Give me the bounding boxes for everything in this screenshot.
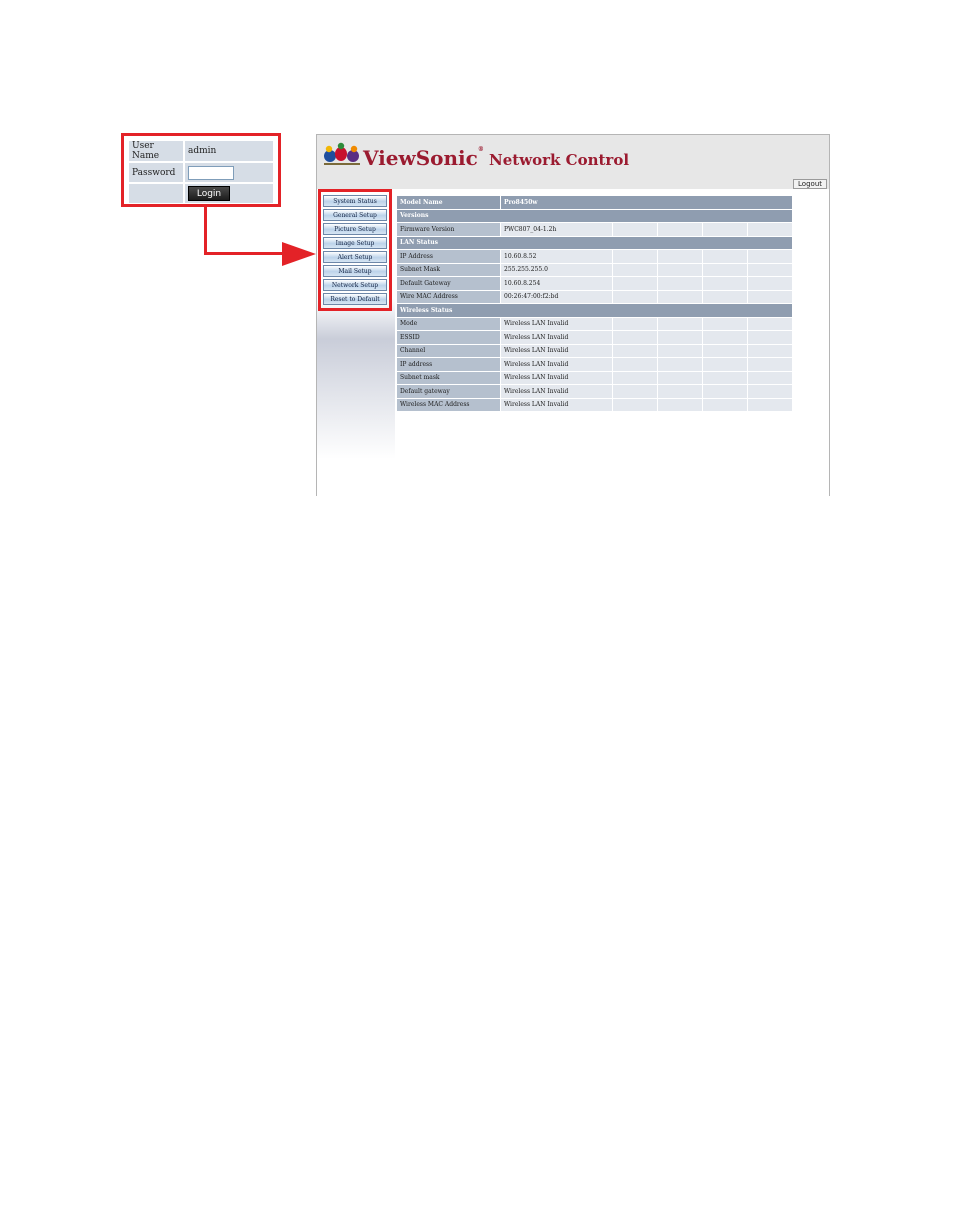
row-label: IP address — [397, 358, 501, 372]
row-label: Wireless MAC Address — [397, 398, 501, 412]
login-form — [127, 139, 275, 205]
table-row — [397, 331, 793, 345]
login-panel-highlight — [121, 133, 281, 207]
nav-network-setup[interactable]: Network Setup — [323, 279, 387, 291]
row-value: Wireless LAN Invalid — [501, 317, 613, 331]
wireless-header: Wireless Status — [397, 304, 793, 318]
row-value: Wireless LAN Invalid — [501, 358, 613, 372]
lan-header: LAN Status — [397, 236, 793, 250]
firmware-label: Firmware Version — [397, 223, 501, 237]
nav-mail-setup[interactable]: Mail Setup — [323, 265, 387, 277]
row-label: ESSID — [397, 331, 501, 345]
table-row — [397, 371, 793, 385]
username-label: User Name — [129, 141, 183, 161]
row-value: Wireless LAN Invalid — [501, 331, 613, 345]
row-value: Wireless LAN Invalid — [501, 385, 613, 399]
versions-header: Versions — [397, 209, 793, 223]
table-row — [397, 385, 793, 399]
brand-title — [363, 146, 629, 170]
table-row — [397, 223, 793, 237]
table-row — [397, 344, 793, 358]
nav-alert-setup[interactable]: Alert Setup — [323, 251, 387, 263]
arrow-head-icon — [282, 242, 316, 266]
row-value: Wireless LAN Invalid — [501, 344, 613, 358]
nav-image-setup[interactable]: Image Setup — [323, 237, 387, 249]
nav-picture-setup[interactable]: Picture Setup — [323, 223, 387, 235]
empty-cell — [129, 184, 183, 203]
login-button[interactable]: Login — [188, 186, 230, 201]
arrow-line-horizontal — [204, 252, 284, 255]
row-value: 10.60.8.52 — [501, 250, 613, 264]
row-value: Wireless LAN Invalid — [501, 398, 613, 412]
model-value: Pro8450w — [501, 196, 793, 209]
nav-system-status[interactable]: System Status — [323, 195, 387, 207]
logout-button[interactable]: Logout — [793, 179, 827, 189]
section-versions — [397, 209, 793, 223]
table-row — [397, 290, 793, 304]
section-wireless — [397, 304, 793, 318]
firmware-value: PWC807_04-1.2h — [501, 223, 613, 237]
row-label: Wire MAC Address — [397, 290, 501, 304]
table-row — [397, 263, 793, 277]
table-row — [397, 398, 793, 412]
table-row — [397, 358, 793, 372]
table-row — [397, 250, 793, 264]
viewsonic-birds-logo-icon — [322, 141, 362, 167]
row-value: 00:26:47:00:f2:bd — [501, 290, 613, 304]
system-status-table — [397, 196, 793, 412]
network-control-window — [316, 134, 830, 496]
row-value: Wireless LAN Invalid — [501, 371, 613, 385]
nav-reset-to-default[interactable]: Reset to Default — [323, 293, 387, 305]
nav-highlight — [318, 189, 392, 311]
row-value: 10.60.8.254 — [501, 277, 613, 291]
password-label: Password — [129, 163, 183, 182]
row-label: Default Gateway — [397, 277, 501, 291]
table-row — [397, 277, 793, 291]
row-label: Default gateway — [397, 385, 501, 399]
brand-main: ViewSonic — [363, 146, 478, 170]
row-label: Subnet Mask — [397, 263, 501, 277]
arrow-line-vertical — [204, 207, 207, 255]
row-label: Channel — [397, 344, 501, 358]
table-row-model — [397, 196, 793, 209]
row-label: Subnet mask — [397, 371, 501, 385]
password-cell — [185, 163, 273, 182]
row-label: Mode — [397, 317, 501, 331]
table-row — [397, 317, 793, 331]
section-lan — [397, 236, 793, 250]
sidebar — [317, 189, 395, 495]
username-value: admin — [185, 141, 273, 161]
brand-sub: Network Control — [483, 151, 630, 169]
brand-registered: ® — [477, 146, 484, 153]
app-header — [317, 135, 829, 189]
password-input[interactable] — [188, 166, 234, 180]
login-button-cell — [185, 184, 273, 203]
row-label: IP Address — [397, 250, 501, 264]
nav-general-setup[interactable]: General Setup — [323, 209, 387, 221]
model-label: Model Name — [397, 196, 501, 209]
row-value: 255.255.255.0 — [501, 263, 613, 277]
